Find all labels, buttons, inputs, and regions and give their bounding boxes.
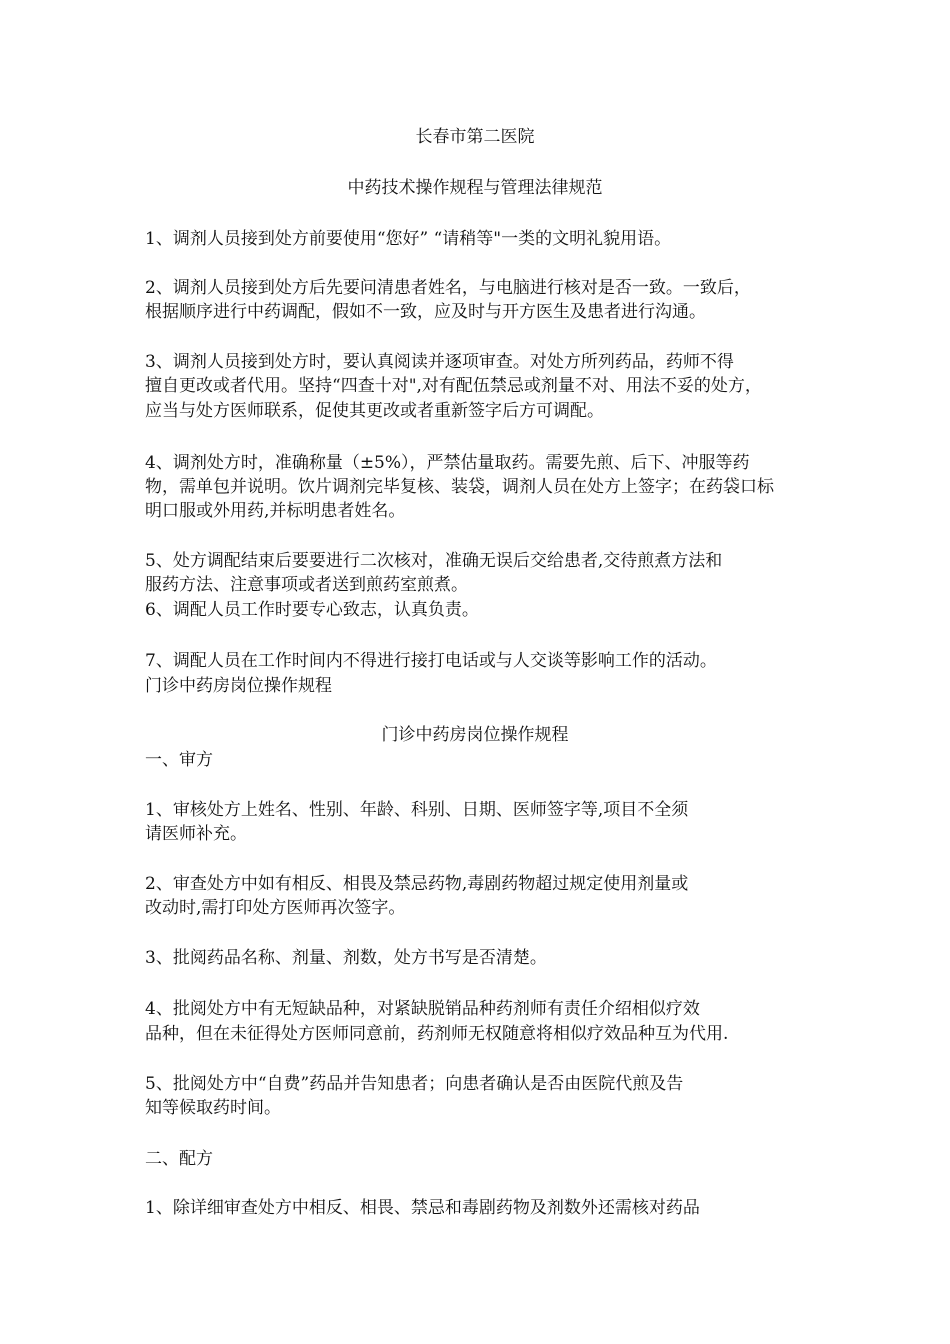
paragraph-line: 擅自更改或者代用。坚持“四查十对",对有配伍禁忌或剂量不对、用法不妥的处方， xyxy=(145,376,762,396)
paragraph-line: 品种，但在未征得处方医师同意前，药剂师无权随意将相似疗效品种互为代用. xyxy=(145,1024,729,1044)
document-title: 长春市第二医院 xyxy=(415,127,535,147)
paragraph-line: 6、调配人员工作时要专心致志，认真负责。 xyxy=(145,600,479,620)
paragraph-line: 1、除详细审查处方中相反、相畏、禁忌和毒剧药物及剂数外还需核对药品 xyxy=(145,1198,700,1218)
paragraph-line: 5、处方调配结束后要要进行二次核对，准确无误后交给患者,交待煎煮方法和 xyxy=(145,551,723,571)
document-subtitle: 中药技术操作规程与管理法律规范 xyxy=(347,178,603,198)
paragraph-line: 知等候取药时间。 xyxy=(145,1098,281,1118)
paragraph-line: 2、审查处方中如有相反、相畏及禁忌药物,毒剧药物超过规定使用剂量或 xyxy=(145,874,689,894)
paragraph-line: 根据顺序进行中药调配，假如不一致，应及时与开方医生及患者进行沟通。 xyxy=(145,302,706,322)
paragraph-line: 明口服或外用药,并标明患者姓名。 xyxy=(145,501,406,521)
paragraph-line: 5、批阅处方中“自费”药品并告知患者；向患者确认是否由医院代煎及告 xyxy=(145,1074,684,1094)
paragraph-line: 改动时,需打印处方医师再次签字。 xyxy=(145,898,406,918)
paragraph-line: 物，需单包并说明。饮片调剂完毕复核、装袋，调剂人员在处方上签字；在药袋口标 xyxy=(145,477,774,497)
section-title: 门诊中药房岗位操作规程 xyxy=(381,725,569,745)
paragraph-line: 2、调剂人员接到处方后先要问清患者姓名，与电脑进行核对是否一致。一致后， xyxy=(145,278,751,298)
paragraph-line: 7、调配人员在工作时间内不得进行接打电话或与人交谈等影响工作的活动。 xyxy=(145,651,717,671)
paragraph-line: 4、批阅处方中有无短缺品种，对紧缺脱销品种药剂师有责任介绍相似疗效 xyxy=(145,999,700,1019)
paragraph-line: 请医师补充。 xyxy=(145,824,247,844)
paragraph-line: 应当与处方医师联系，促使其更改或者重新签字后方可调配。 xyxy=(145,401,604,421)
section-heading: 二、配方 xyxy=(145,1149,213,1169)
paragraph-line: 1、审核处方上姓名、性别、年龄、科别、日期、医师签字等,项目不全须 xyxy=(145,800,689,820)
paragraph-line: 3、调剂人员接到处方时，要认真阅读并逐项审查。对处方所列药品，药师不得 xyxy=(145,352,734,372)
paragraph-line: 4、调剂处方时，准确称量（±5%），严禁估量取药。需要先煎、后下、冲服等药 xyxy=(145,453,750,473)
paragraph-line: 服药方法、注意事项或者送到煎药室煎煮。 xyxy=(145,575,468,595)
paragraph-line: 1、调剂人员接到处方前要使用“您好” “请稍等"一类的文明礼貌用语。 xyxy=(145,229,672,249)
section-heading: 门诊中药房岗位操作规程 xyxy=(145,676,332,696)
section-heading: 一、审方 xyxy=(145,750,213,770)
paragraph-line: 3、批阅药品名称、剂量、剂数，处方书写是否清楚。 xyxy=(145,948,547,968)
